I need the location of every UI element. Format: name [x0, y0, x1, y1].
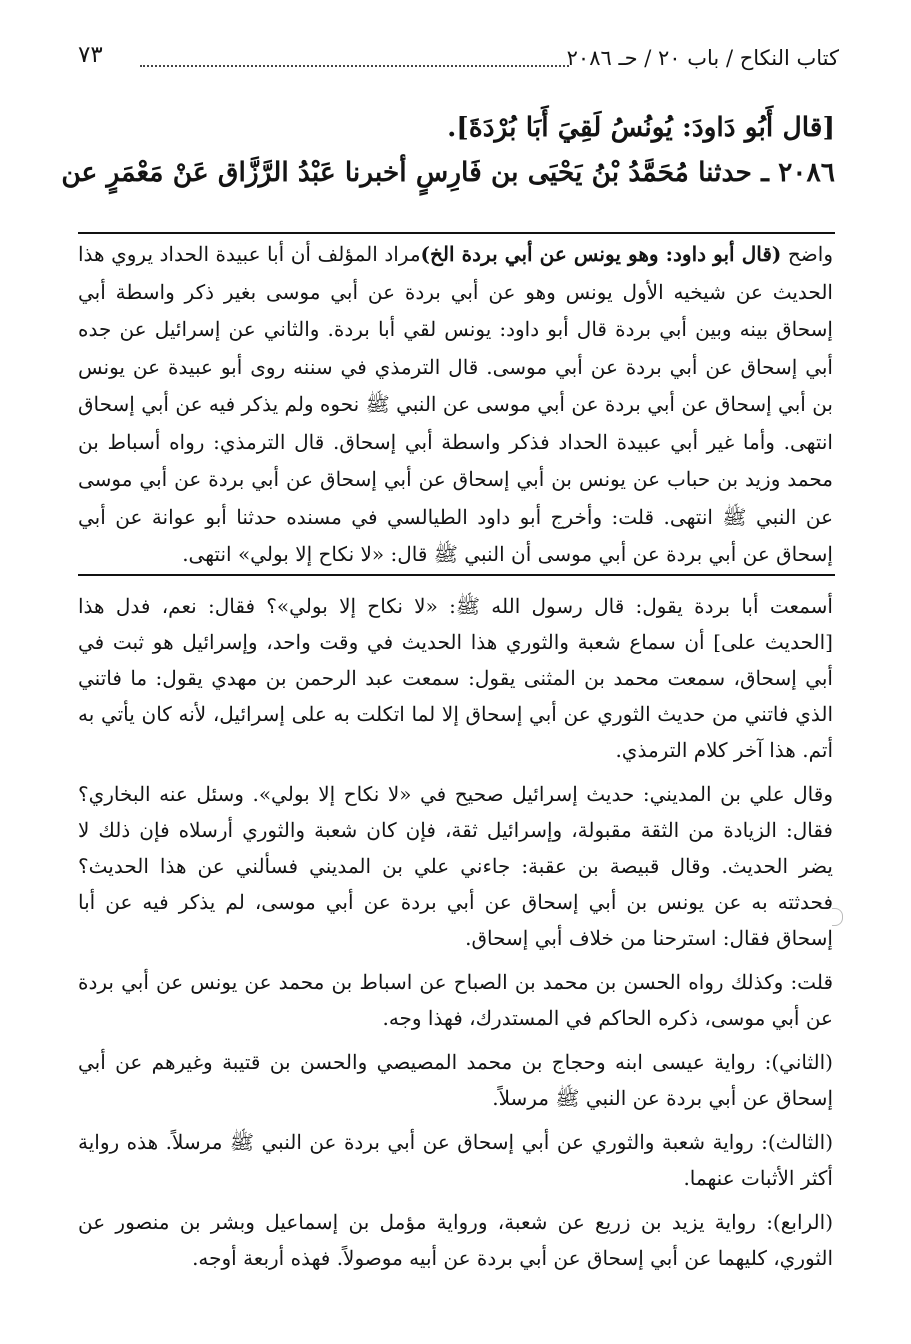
footnotes-block [78, 588, 833, 1284]
running-title: كتاب النكاح / باب ٢٠ / حـ ٢٠٨٦ [566, 46, 839, 70]
footnote-paragraph: (الثاني): رواية عيسى ابنه وحجاج بن محمد المصيصي والحسن بن قتيبة وغيرهم عن أبي إسحاق عن أبي بردة عن النبي ﷺ مرسلاً. [78, 1050, 833, 1110]
running-header [78, 42, 839, 82]
footnote-paragraph: وقال علي بن المديني: حديث إسرائيل صحيح في «لا نكاح إلا بولي». وسئل عنه البخاري؟ فقال: الزيادة من الثقة مقبولة، وإسرائيل ثقة، فإن كان شعبة والثوري أرسلاه فإن ذلك لا يضر الحديث. وقال قبيصة بن عقبة: جاءني علي بن المديني فسألني عن هذا الحديث؟ فحدثته به عن يونس بن أبي إسحاق عن أبي بردة عن أبي موسى، لم يذكر فيه عن أبا إسحاق فقال: استرحنا من خلاف أبي إسحاق. [78, 782, 833, 950]
footnote-paragraph: قلت: وكذلك رواه الحسن بن محمد بن الصباح عن اسباط بن محمد عن يونس عن أبي بردة عن أبي موسى، ذكره الحاكم في المستدرك، فهذا وجه. [78, 970, 833, 1030]
hadith-text [61, 112, 835, 188]
margin-bracket-mark [832, 908, 843, 926]
commentary-quote: (قال أبو داود: وهو يونس عن أبي بردة الخ) [420, 242, 782, 266]
dotted-leader [140, 65, 569, 67]
commentary-lead: واضح [781, 242, 833, 266]
page-number: ٧٣ [78, 42, 103, 68]
section-divider-bottom [78, 574, 835, 576]
matn-line-2: ٢٠٨٦ ـ حدثنا مُحَمَّدُ بْنُ يَحْيَى بن فَارِسٍ أخبرنا عَبْدُ الرَّزَّاق عَنْ مَعْمَرٍ عن [61, 157, 835, 188]
footnote-paragraph: (الثالث): رواية شعبة والثوري عن أبي إسحاق عن أبي بردة عن النبي ﷺ مرسلاً. هذه رواية أكثر الأثبات عنهما. [78, 1130, 833, 1190]
matn-line-1: [قال أَبُو دَاودَ: يُونُسُ لَقِيَ أَبَا بُرْدَةَ]. [447, 112, 835, 143]
section-divider-top [78, 232, 835, 234]
commentary-block [78, 236, 833, 574]
commentary-text: مراد المؤلف أن أبا عبيدة الحداد يروي هذا الحديث عن شيخيه الأول يونس وهو عن أبي بردة عن أبي موسى بغير ذكر واسطة أبي إسحاق بينه وبين أبي بردة قال أبو داود: يونس لقي أبا بردة. والثاني عن إسرائيل عن جده أبي إسحاق عن أبي بردة عن أبي موسى. قال الترمذي في سننه روى أبو عبيدة عن يونس بن أبي إسحاق عن أبي بردة عن أبي موسى عن النبي ﷺ نحوه ولم يذكر فيه عن أبي إسحاق انتهى. وأما غير أبي عبيدة الحداد فذكر واسطة أبي إسحاق. قال الترمذي: رواه أسباط بن محمد وزيد بن حباب عن يونس بن أبي إسحاق عن أبي إسحاق عن أبي بردة عن أبي موسى عن النبي ﷺ انتهى. قلت: وأخرج أبو داود الطيالسي في مسنده حدثنا أبو عوانة عن أبي إسحاق عن أبي بردة عن أبي موسى أن النبي ﷺ قال: «لا نكاح إلا بولي» انتهى. [78, 242, 833, 566]
footnote-paragraph: أسمعت أبا بردة يقول: قال رسول الله ﷺ: «لا نكاح إلا بولي»؟ فقال: نعم، فدل هذا [الحديث على] أن سماع شعبة والثوري هذا الحديث في وقت واحد، وإسرائيل هو ثبت في أبي إسحاق، سمعت محمد بن المثنى يقول: سمعت عبد الرحمن بن مهدي يقول: ما فاتني الذي فاتني من حديث الثوري عن أبي إسحاق إلا لما اتكلت به على إسرائيل، لأنه كان يأتي به أتم. هذا آخر كلام الترمذي. [78, 594, 833, 762]
footnote-paragraph: (الرابع): رواية يزيد بن زريع عن شعبة، ورواية مؤمل بن إسماعيل وبشر بن منصور عن الثوري، كليهما عن أبي إسحاق عن أبي بردة عن أبيه موصولاً. فهذه أربعة أوجه. [78, 1210, 833, 1270]
